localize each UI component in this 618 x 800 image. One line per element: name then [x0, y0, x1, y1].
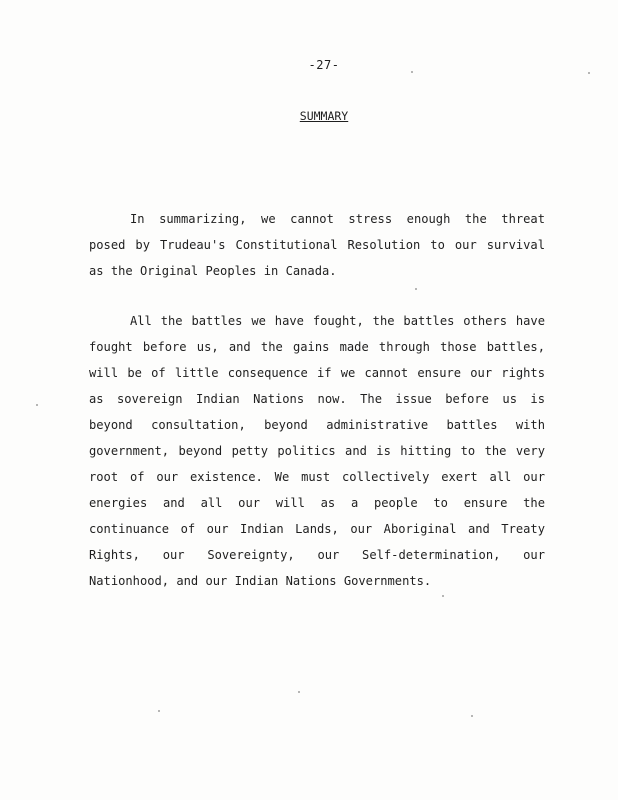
paragraph-2-line-4: as sovereign Indian Nations now. The issue before us is — [89, 392, 545, 406]
paragraph-2-line-9: continuance of our Indian Lands, our Aboriginal and Treaty — [89, 522, 545, 536]
paragraph-1-line-3: as the Original Peoples in Canada. — [89, 264, 337, 278]
scan-speck — [442, 595, 444, 597]
paragraph-2 — [89, 308, 545, 594]
paragraph-1 — [89, 206, 545, 284]
paragraph-2-line-6: government, beyond petty politics and is hitting to the very — [89, 444, 545, 458]
summary-heading: SUMMARY — [299, 109, 349, 123]
scan-speck — [411, 71, 413, 73]
scan-speck — [471, 715, 473, 717]
paragraph-2-line-10: Rights, our Sovereignty, our Self-determination, our — [89, 548, 545, 562]
paragraph-2-line-7: root of our existence. We must collectively exert all our — [89, 470, 545, 484]
paragraph-2-line-11: Nationhood, and our Indian Nations Governments. — [89, 574, 432, 588]
paragraph-1-line-2: posed by Trudeau's Constitutional Resolution to our survival — [89, 238, 545, 252]
scan-speck — [158, 710, 160, 712]
paragraph-2-line-1: All the battles we have fought, the battles others have — [130, 314, 545, 328]
scan-speck — [298, 691, 300, 693]
paragraph-2-line-3: will be of little consequence if we cannot ensure our rights — [89, 366, 545, 380]
paragraph-2-line-8: energies and all our will as a people to ensure the — [89, 496, 545, 510]
paragraph-2-line-5: beyond consultation, beyond administrative battles with — [89, 418, 545, 432]
scan-speck — [588, 72, 590, 74]
page-number: -27- — [308, 58, 340, 72]
scan-speck — [36, 404, 38, 406]
scan-speck — [415, 288, 417, 290]
paragraph-1-line-1: In summarizing, we cannot stress enough the threat — [130, 212, 545, 226]
paragraph-2-line-2: fought before us, and the gains made through those battles, — [89, 340, 545, 354]
